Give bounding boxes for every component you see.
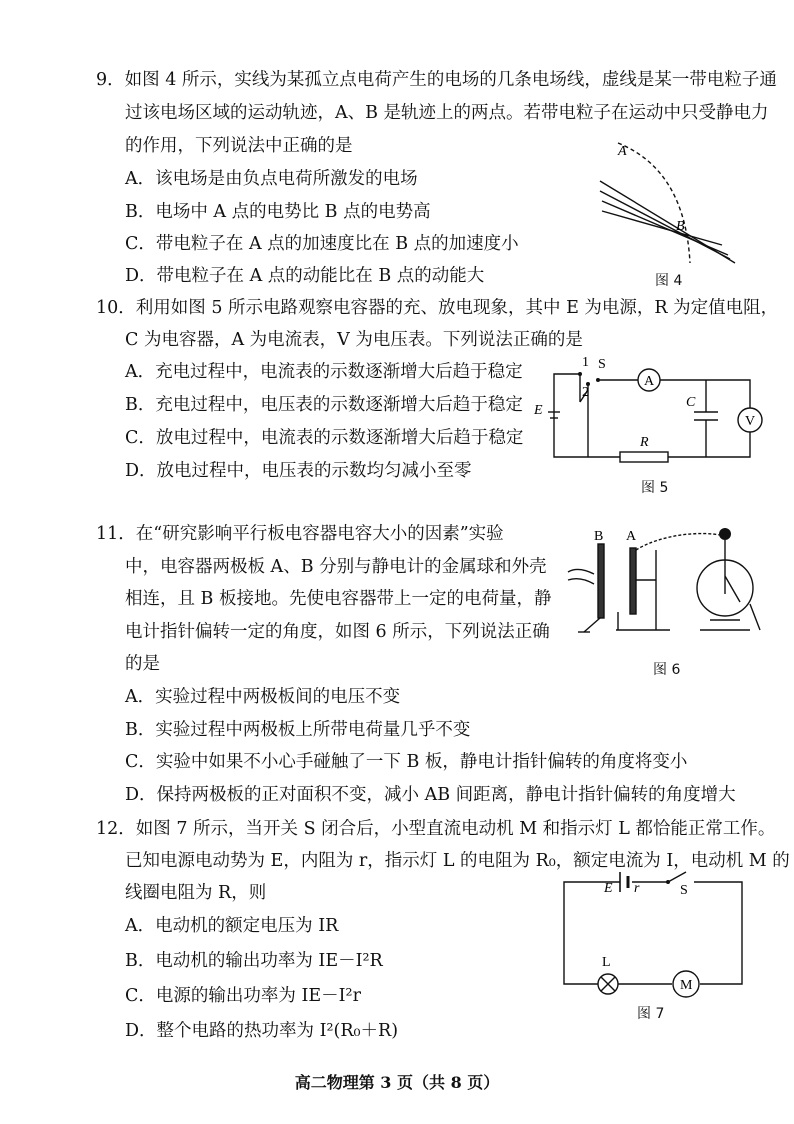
label-b: B [676, 219, 685, 234]
switch-pivot [596, 378, 600, 382]
hand [568, 569, 594, 584]
q10-option-d: D．放电过程中，电压表的示数均匀减小至零 [125, 461, 472, 481]
figure-6-caption: 图 6 [653, 662, 681, 678]
q12-stem-line-2: 已知电源电动势为 E，内阻为 r，指示灯 L 的电阻为 R₀，额定电流为 I，电动机 M 的 [125, 851, 790, 871]
figure-5 [528, 352, 768, 467]
label-voltmeter: V [745, 414, 756, 429]
q12-option-a: A．电动机的额定电压为 IR [125, 916, 339, 936]
figure-6 [560, 520, 770, 645]
wire [668, 432, 750, 457]
label-r: r [634, 881, 640, 896]
label-e: E [604, 881, 613, 896]
q9-option-b: B．电场中 A 点的电势比 B 点的电势高 [125, 202, 431, 222]
figure-7-caption: 图 7 [637, 1006, 665, 1022]
label-c: C [686, 395, 696, 410]
ground-wire [584, 618, 600, 632]
page-footer: 高二物理第 3 页（共 8 页） [294, 1073, 500, 1092]
label-l: L [602, 955, 611, 970]
q10-stem-line-1: 10．利用如图 5 所示电路观察电容器的充、放电现象，其中 E 为电源，R 为定值电阻， [96, 298, 779, 318]
resistor [620, 452, 668, 462]
coiled-wire [636, 534, 725, 550]
q11-stem-line-4: 电计指针偏转一定的角度，如图 6 所示，下列说法正确 [125, 622, 550, 642]
wire [660, 380, 750, 408]
q12-option-c: C．电源的输出功率为 IE－I²r [125, 986, 361, 1006]
label-1: 1 [582, 355, 589, 370]
figure-5-caption: 图 5 [641, 480, 669, 496]
q9-option-d: D．带电粒子在 A 点的动能比在 B 点的动能大 [125, 266, 485, 286]
q9-stem-line-3: 的作用，下列说法中正确的是 [125, 136, 353, 156]
label-e: E [534, 403, 543, 418]
field-line [600, 191, 730, 259]
q11-option-b: B．实验过程中两极板上所带电荷量几乎不变 [125, 720, 471, 740]
q10-option-b: B．充电过程中，电压表的示数逐渐增大后趋于稳定 [125, 395, 523, 415]
electrometer-needle [725, 576, 740, 602]
electrometer-ball [719, 528, 731, 540]
label-2: 2 [582, 385, 589, 400]
terminal-1 [578, 372, 582, 376]
q12-option-d: D．整个电路的热功率为 I²(R₀＋R) [125, 1021, 399, 1041]
plate-a [630, 548, 636, 614]
q12-option-b: B．电动机的输出功率为 IE－I²R [125, 951, 383, 971]
q9-stem-line-2: 过该电场区域的运动轨迹，A、B 是轨迹上的两点。若带电粒子在运动中只受静电力 [125, 103, 769, 123]
plate-b [598, 544, 604, 618]
switch-pivot [666, 880, 670, 884]
q12-stem-line-1: 12．如图 7 所示，当开关 S 闭合后，小型直流电动机 M 和指示灯 L 都恰能正常工作。 [96, 819, 776, 839]
q10-option-a: A．充电过程中，电流表的示数逐渐增大后趋于稳定 [125, 362, 523, 382]
figure-4 [590, 135, 740, 265]
q10-option-c: C．放电过程中，电流表的示数逐渐增大后趋于稳定 [125, 428, 524, 448]
q11-option-c: C．实验中如果不小心手碰触了一下 B 板，静电计指针偏转的角度将变小 [125, 752, 688, 772]
wire [564, 882, 620, 984]
field-line [602, 211, 722, 245]
field-line [602, 201, 728, 255]
label-ammeter: A [644, 374, 655, 389]
q9-option-c: C．带电粒子在 A 点的加速度比在 B 点的加速度小 [125, 234, 519, 254]
switch-blade [668, 872, 686, 882]
label-r: R [640, 435, 649, 450]
q11-option-d: D．保持两极板的正对面积不变，减小 AB 间距离，静电计指针偏转的角度增大 [125, 785, 736, 805]
figure-4-caption: 图 4 [655, 273, 683, 289]
q11-stem-line-2: 中，电容器两极板 A、B 分别与静电计的金属球和外壳 [125, 557, 547, 577]
label-a: A [618, 144, 627, 159]
label-plate-a: A [626, 529, 637, 544]
q9-option-a: A．该电场是由负点电荷所激发的电场 [125, 169, 418, 189]
q9-stem-line-1: 9．如图 4 所示，实线为某孤立点电荷产生的电场的几条电场线，虚线是某一带电粒子通 [96, 70, 777, 90]
q11-stem-line-1: 11．在“研究影响平行板电容器电容大小的因素”实验 [96, 524, 504, 544]
label-m: M [680, 978, 693, 993]
ground-wire [750, 604, 760, 630]
label-s: S [598, 357, 606, 372]
q11-stem-line-3: 相连，且 B 板接地。先使电容器带上一定的电荷量，静 [125, 589, 552, 609]
q12-stem-line-3: 线圈电阻为 R，则 [125, 883, 267, 903]
label-plate-b: B [594, 529, 604, 544]
label-s: S [680, 883, 688, 898]
wire [694, 882, 742, 984]
q11-option-a: A．实验过程中两极板间的电压不变 [125, 687, 401, 707]
q10-stem-line-2: C 为电容器，A 为电流表，V 为电压表。下列说法正确的是 [125, 330, 583, 350]
particle-trajectory [618, 143, 690, 263]
figure-7 [560, 870, 750, 1000]
q11-stem-line-5: 的是 [125, 654, 160, 674]
